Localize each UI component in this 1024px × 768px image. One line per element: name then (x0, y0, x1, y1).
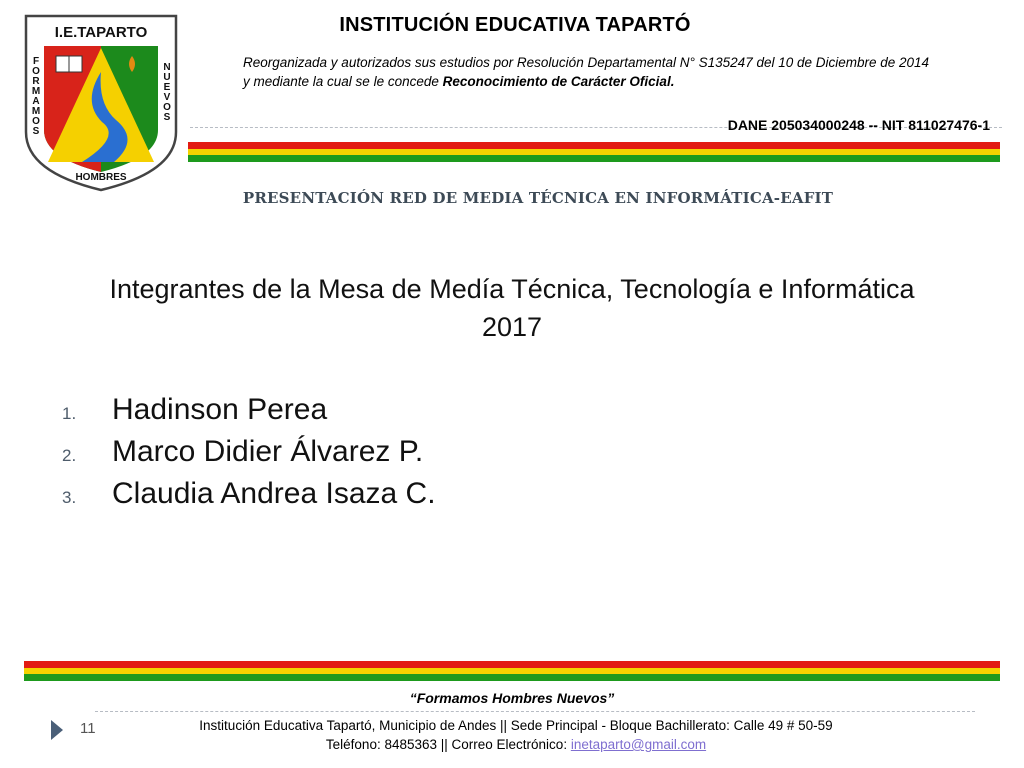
logo-left-letters (32, 56, 41, 137)
member-name: Claudia Andrea Isaza C. (112, 477, 436, 510)
slogan: “Formamos Hombres Nuevos” (409, 690, 615, 706)
reorganization-line-2-text: y mediante la cual se le concede (243, 74, 443, 89)
reorganization-line-1: Reorganizada y autorizados sus estudios por Resolución Departamental N° S135247 del 10 de Diciembre de 2014 (243, 55, 930, 70)
list-number: 1. (62, 404, 77, 423)
list-number: 2. (62, 446, 77, 465)
header-color-stripes (188, 142, 1000, 162)
email-link[interactable]: inetaparto@gmail.com (570, 737, 707, 752)
member-name: Hadinson Perea (112, 393, 328, 426)
logo-right-letters (163, 62, 171, 123)
svg-text:M: M (31, 106, 41, 117)
svg-text:S: S (163, 112, 171, 123)
official-recognition: Reconocimiento de Carácter Oficial. (442, 74, 675, 89)
list-item (62, 393, 327, 427)
svg-text:O: O (32, 66, 40, 77)
svg-text:M: M (31, 86, 41, 97)
svg-text:F: F (32, 56, 40, 67)
address-line-2 (100, 735, 932, 754)
logo-top-text: I.E.TAPARTO (54, 24, 148, 41)
footer-address (100, 716, 932, 754)
logo-bottom-text: HOMBRES (75, 172, 127, 183)
svg-text:V: V (163, 92, 171, 103)
list-item (62, 435, 423, 469)
list-item (62, 477, 436, 511)
footer-color-stripes (24, 661, 1000, 681)
page-number: 11 (80, 720, 96, 737)
address-line-1: Institución Educativa Tapartó, Municipio de Andes || Sede Principal - Bloque Bachillerato: Calle 49 # 50-59 (199, 718, 833, 733)
svg-text:O: O (32, 116, 40, 127)
member-name: Marco Didier Álvarez P. (112, 435, 424, 468)
dane-nit: DANE 205034000248 -- NIT 811027476-1 (727, 117, 990, 133)
svg-text:O: O (163, 102, 171, 113)
presentation-title: PRESENTACIÓN RED DE MEDIA TÉCNICA EN INFORMÁTICA-EAFIT (242, 189, 834, 207)
svg-text:N: N (163, 62, 171, 73)
svg-text:A: A (32, 96, 40, 107)
svg-text:E: E (163, 82, 171, 93)
institution-title: INSTITUCIÓN EDUCATIVA TAPARTÓ (339, 14, 691, 36)
slide-heading (50, 270, 974, 346)
play-arrow-icon (50, 719, 64, 741)
phone-text: Teléfono: 8485363 || Correo Electrónico: (325, 737, 571, 752)
reorganization-line-2 (243, 72, 1003, 91)
footer-divider (95, 711, 975, 712)
reorganization-note (243, 53, 1003, 91)
list-number: 3. (62, 488, 77, 507)
svg-text:S: S (32, 126, 40, 137)
svg-text:U: U (163, 72, 171, 83)
svg-text:R: R (32, 76, 40, 87)
institution-shield-logo (22, 12, 180, 194)
heading-year: 2017 (481, 312, 543, 342)
heading-line-1: Integrantes de la Mesa de Medía Técnica, Tecnología e Informática (109, 274, 915, 304)
